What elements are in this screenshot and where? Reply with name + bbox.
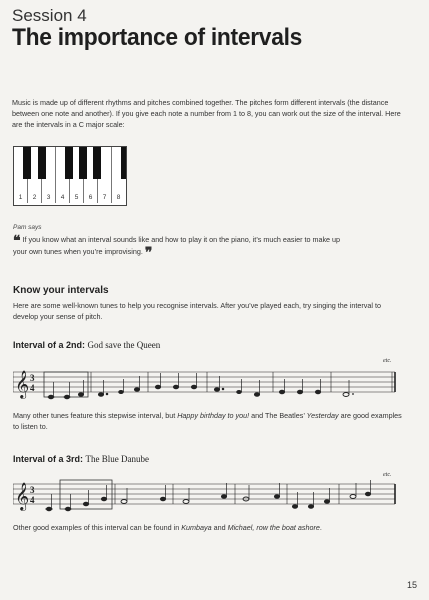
key-number-5: 5: [74, 194, 79, 201]
intro-paragraph: Music is made up of different rhythms and pitches combined together. The pitches form different intervals (the distance between one note and another). If you give each note a number from 1 to 8, you can work out the size of the interval. Here are the intervals in a C major scale:: [12, 98, 401, 129]
session-label: Session 4: [12, 6, 87, 25]
black-key: [93, 147, 101, 179]
caption-text: and The Beatles’: [249, 411, 307, 420]
key-number-1: 1: [18, 194, 23, 201]
open-quote-icon: ❝: [13, 234, 21, 249]
interval-2nd-song: God save the Queen: [87, 340, 161, 350]
song-title: Michael, row the boat ashore: [227, 523, 320, 532]
caption-text: and: [211, 523, 228, 532]
black-key: [38, 147, 46, 179]
key-number-2: 2: [32, 194, 37, 201]
key-number-3: 3: [46, 194, 51, 201]
treble-clef-icon: 𝄞: [15, 482, 30, 510]
interval-3rd-label: Interval of a 3rd:: [13, 454, 84, 464]
staff-2nd: [13, 364, 398, 404]
song-title: Happy birthday to you!: [177, 411, 250, 420]
caption-text: .: [319, 523, 322, 532]
section-heading: Know your intervals: [13, 285, 109, 296]
song-title: Yesterday: [306, 411, 339, 420]
etc-label: etc.: [383, 358, 392, 364]
time-signature-top: 3: [30, 373, 35, 383]
interval-3rd-title: [13, 454, 149, 464]
interval-2nd-title: [13, 340, 160, 350]
section-intro: Here are some well-known tunes to help you recognise intervals. After you’ve played each, try singing the interval to develop your sense of pitch.: [13, 301, 381, 321]
tip-text: If you know what an interval sounds like and how to play it on the piano, it’s much easier to make up your own tunes when you’re improvising.: [13, 235, 341, 256]
etc-label: etc.: [383, 472, 392, 478]
key-number-8: 8: [116, 194, 121, 201]
treble-clef-icon: 𝄞: [15, 370, 30, 398]
time-signature-bottom: 4: [30, 495, 35, 505]
close-quote-icon: ❞: [144, 246, 153, 261]
piano-keyboard-diagram: [13, 146, 127, 206]
key-number-4: 4: [60, 194, 65, 201]
song-title: Kumbaya: [181, 523, 212, 532]
interval-2nd-caption: [13, 410, 408, 432]
time-signature-bottom: 4: [30, 383, 35, 393]
black-key: [121, 147, 126, 179]
key-number-6: 6: [88, 194, 93, 201]
interval-3rd-song: The Blue Danube: [85, 454, 150, 464]
caption-text: Other good examples of this interval can be found in: [13, 523, 182, 532]
tip-quote: [13, 234, 343, 261]
black-key: [65, 147, 73, 179]
interval-3rd-caption: [13, 522, 408, 533]
time-signature-top: 3: [30, 485, 35, 495]
caption-text: are good examples to listen to.: [13, 411, 402, 431]
key-number-7: 7: [102, 194, 107, 201]
page-title: The importance of intervals: [12, 24, 303, 51]
caption-text: Many other tunes feature this stepwise interval, but: [13, 411, 178, 420]
black-key: [23, 147, 31, 179]
interval-2nd-label: Interval of a 2nd:: [13, 340, 86, 350]
black-key: [79, 147, 87, 179]
staff-3rd: [13, 476, 398, 516]
page-number: 15: [406, 580, 417, 590]
tip-speaker: Pam says: [13, 224, 42, 231]
